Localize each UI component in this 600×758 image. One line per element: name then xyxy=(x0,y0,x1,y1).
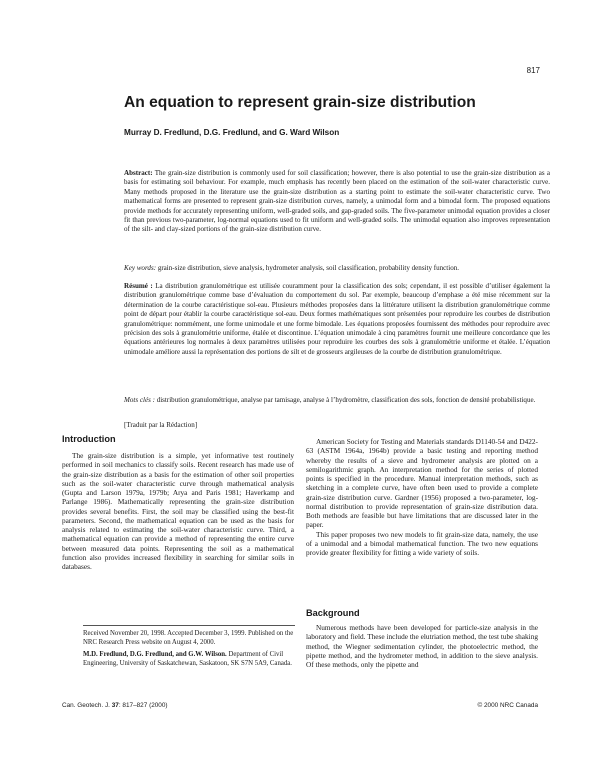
resume-text: La distribution granulométrique est utilisée couramment pour la classification des sols; cependant, il est possible d’utiliser également la distribution granulométrique comme base d’évaluation du comportement du sol. Par exemple, beaucoup d’emphase a été mise récemment sur la détermination de la courbe caractéristique sol-eau. Plusieurs méthodes proposées dans la littérature utilisent la distribution granulométrique comme point de départ pour établir la courbe caractéristique sol-eau. Deux formes mathématiques sont présentées pour reproduire les courbes de distribution granulométrique: nommément, une forme unimodale et une forme bimodale. Les équations proposées fournissent des méthodes pour reproduire avec précision des sols à granulométrie uniforme, étalée et discontinue. L’équation unimodale à cinq paramètres fournit une meilleure concordance que les équations antérieures log normales à deux paramètres utilisées pour reproduire les courbes des sols à granulométrie uniforme et étalée. L’équation unimodale améliore aussi la représentation des portions de silt et de grosseurs argileuses de la courbe de distribution granulométrique. xyxy=(124,282,550,356)
author-list: Murray D. Fredlund, D.G. Fredlund, and G. Ward Wilson xyxy=(124,128,340,137)
translation-note: [Traduit par la Rédaction] xyxy=(124,421,198,429)
keywords-label: Key words: xyxy=(124,264,157,272)
paper-title: An equation to represent grain-size distribution xyxy=(124,94,476,111)
keywords-text: grain-size distribution, sieve analysis, hydrometer analysis, soil classification, probability density function. xyxy=(157,264,460,272)
received-dates: Received November 20, 1998. Accepted December 3, 1999. Published on the NRC Research Press website on August 4, 2000. xyxy=(83,630,294,646)
received-authors: M.D. Fredlund, D.G. Fredlund, and G.W. Wilson. xyxy=(83,651,227,659)
introduction-body xyxy=(62,451,294,571)
copyright: © 2000 NRC Canada xyxy=(477,702,538,709)
background-heading: Background xyxy=(306,608,360,618)
mots-cles-text: distribution granulométrique, analyse par tamisage, analyse à l’hydromètre, classification des sols, fonction de densité probabilistique. xyxy=(156,396,536,404)
abstract-text: The grain-size distribution is commonly used for soil classification; however, there is also potential to use the grain-size distribution as a basis for estimating soil behaviour. For example, much emphasis has recently been placed on the estimation of the soil-water characteristic curve. Many methods proposed in the literature use the grain-size distribution as a starting point to estimate the soil-water characteristic curve. Two mathematical forms are presented to represent grain-size distribution curves, namely, a unimodal form and a bimodal form. The proposed equations provide methods for accurately representing uniform, well-graded soils, and gap-graded soils. The five-parameter unimodal equation provides a closer fit than previous two-parameter, log-normal equations used to fit uniform and well-graded soils. The unimodal equation also improves representation of the silt- and clay-sized portions of the grain-size distribution curve. xyxy=(124,169,550,234)
keywords xyxy=(124,264,550,273)
introduction-paragraph: The grain-size distribution is a simple, yet informative test routinely performed in soil mechanics to classify soils. Recent research has made use of the grain-size distribution as a basis for the estimation of other soil properties such as the soil-water characteristic curve through mathematical analysis (Gupta and Larson 1979a, 1979b; Arya and Paris 1981; Haverkamp and Parlange 1986). Mathematically representing the grain-size distribution provides several benefits. First, the soil may be classified using the best-fit parameters. Second, the mathematical equation can be used as the basis for analysis related to estimating the soil-water characteristic curve. Third, a mathematical equation can provide a method of representing the entire curve between measured data points. Representing the soil as a mathematical function also provides increased flexibility in searching for similar soils in databases. xyxy=(62,451,294,571)
journal-volume: 37 xyxy=(111,702,119,709)
right-paragraph-1: American Society for Testing and Materials standards D1140-54 and D422-63 (ASTM 1964a, 1964b) provide a basic testing and reporting method whereby the results of a sieve and hydrometer analysis are plotted on a semilogarithmic graph. An interpretation method for the series of plotted points is specified in the procedure. Manual interpretation methods, such as sketching in a complete curve, have often been used to provide a complete grain-size distribution curve. Gardner (1956) proposed a two-parameter, log-normal distribution to provide representation of grain-size distribution data. Both methods are feasible but have limitations that are discussed later in the paper. xyxy=(306,437,538,530)
received-affiliation: Department of Civil Engineering, University of Saskatchewan, Saskatoon, SK S7N 5A9, Canada. xyxy=(83,651,292,667)
page-number: 817 xyxy=(526,66,540,75)
mots-cles xyxy=(124,396,550,405)
right-paragraph-2: This paper proposes two new models to fit grain-size data, namely, the use of a unimodal and a bimodal mathematical function. The two new equations provide greater flexibility for fitting a wide variety of soils. xyxy=(306,529,538,557)
received-note xyxy=(83,625,295,672)
background-body xyxy=(306,623,538,669)
mots-cles-label: Mots clés : xyxy=(124,396,155,404)
abstract xyxy=(124,169,550,235)
right-column-body xyxy=(306,437,538,557)
affiliation-note xyxy=(83,651,295,668)
abstract-label: Abstract: xyxy=(124,169,153,177)
resume xyxy=(124,282,550,357)
background-paragraph: Numerous methods have been developed for particle-size analysis in the laboratory and field. These include the elutriation method, the test tube shaking method, the Wiegner sedimentation cylinder, the photoelectric method, the pipette method, and the hydrometer method, in addition to the sieve analysis. Of these methods, only the pipette and xyxy=(306,623,538,669)
journal-pages: : 817–827 (2000) xyxy=(118,702,168,709)
journal-name: Can. Geotech. J. xyxy=(62,702,110,709)
resume-label: Résumé : xyxy=(124,282,153,290)
introduction-heading: Introduction xyxy=(62,434,116,444)
journal-citation xyxy=(62,702,168,709)
